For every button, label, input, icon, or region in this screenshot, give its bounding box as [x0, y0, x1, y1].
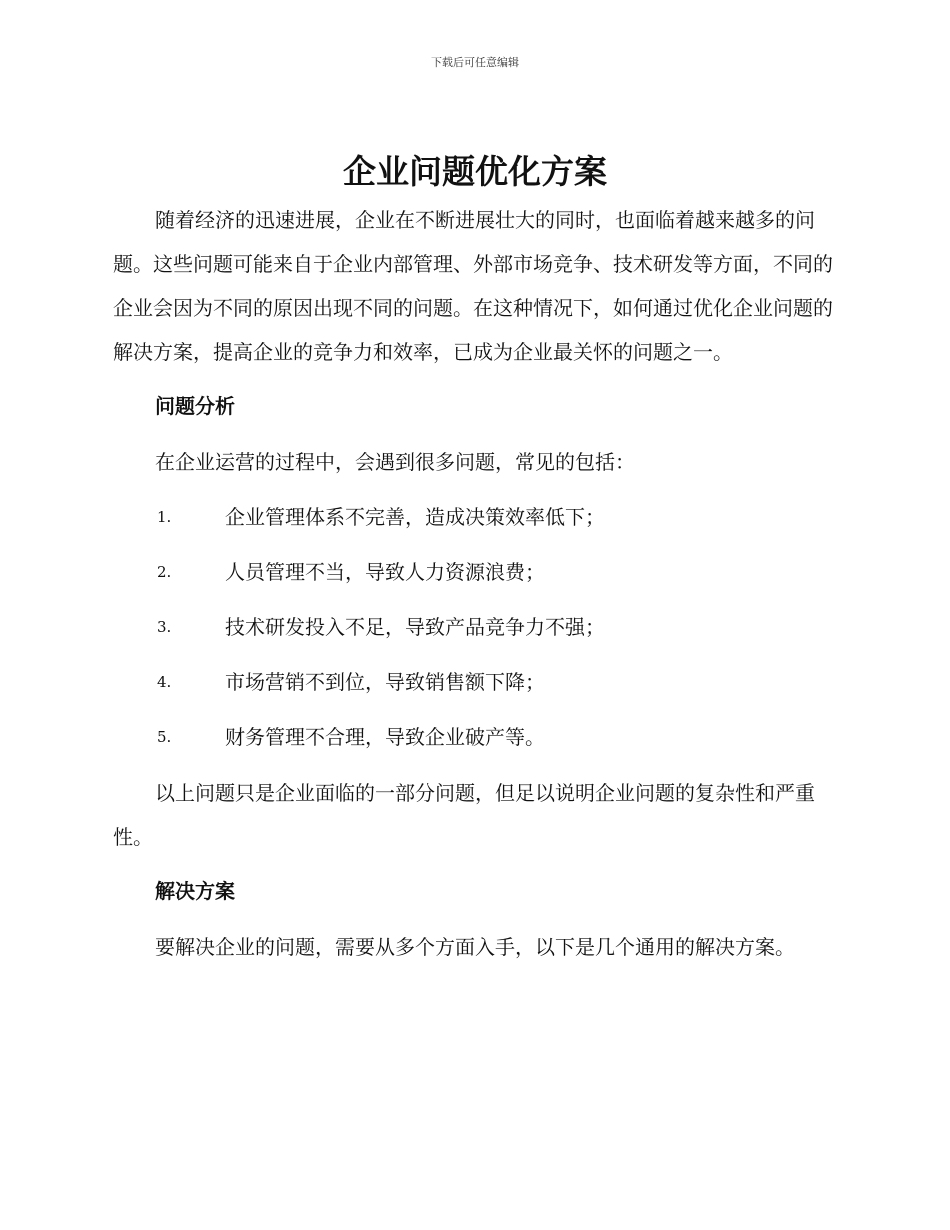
list-item-text: 技术研发投入不足，导致产品竞争力不强；: [225, 615, 605, 639]
list-item-number: 3.: [157, 618, 172, 636]
section-heading-analysis: 问题分析: [155, 394, 235, 418]
list-item-text: 企业管理体系不完善，造成决策效率低下；: [225, 505, 605, 529]
list-item: [113, 660, 833, 704]
document-body: [113, 198, 833, 969]
analysis-lead-paragraph: 在企业运营的过程中，会遇到很多问题，常见的包括：: [155, 450, 635, 474]
list-item: [113, 715, 833, 759]
list-item: [113, 550, 833, 594]
list-item-text: 人员管理不当，导致人力资源浪费；: [225, 560, 545, 584]
issue-list: [113, 495, 833, 759]
list-item-number: 5.: [157, 728, 172, 746]
solution-lead-paragraph: 要解决企业的问题，需要从多个方面入手，以下是几个通用的解决方案。: [155, 935, 795, 959]
list-item: [113, 605, 833, 649]
list-item-number: 4.: [157, 673, 172, 691]
list-item-text: 财务管理不合理，导致企业破产等。: [225, 725, 545, 749]
document-title: 企业问题优化方案: [343, 152, 607, 191]
list-item-text: 市场营销不到位，导致销售额下降；: [225, 670, 545, 694]
analysis-summary-paragraph: 以上问题只是企业面临的一部分问题，但足以说明企业问题的复杂性和严重性。: [113, 781, 815, 849]
intro-paragraph: 随着经济的迅速进展，企业在不断进展壮大的同时，也面临着越来越多的问题。这些问题可能来自于企业内部管理、外部市场竞争、技术研发等方面，不同的企业会因为不同的原因出现不同的问题。在这种情况下，如何通过优化企业问题的解决方案，提高企业的竞争力和效率，已成为企业最关怀的问题之一。: [113, 208, 833, 364]
list-item: [113, 495, 833, 539]
section-heading-solution: 解决方案: [155, 879, 235, 903]
list-item-number: 1.: [157, 508, 172, 526]
list-item-number: 2.: [157, 563, 172, 581]
page-header-note: 下载后可任意编辑: [431, 56, 519, 69]
